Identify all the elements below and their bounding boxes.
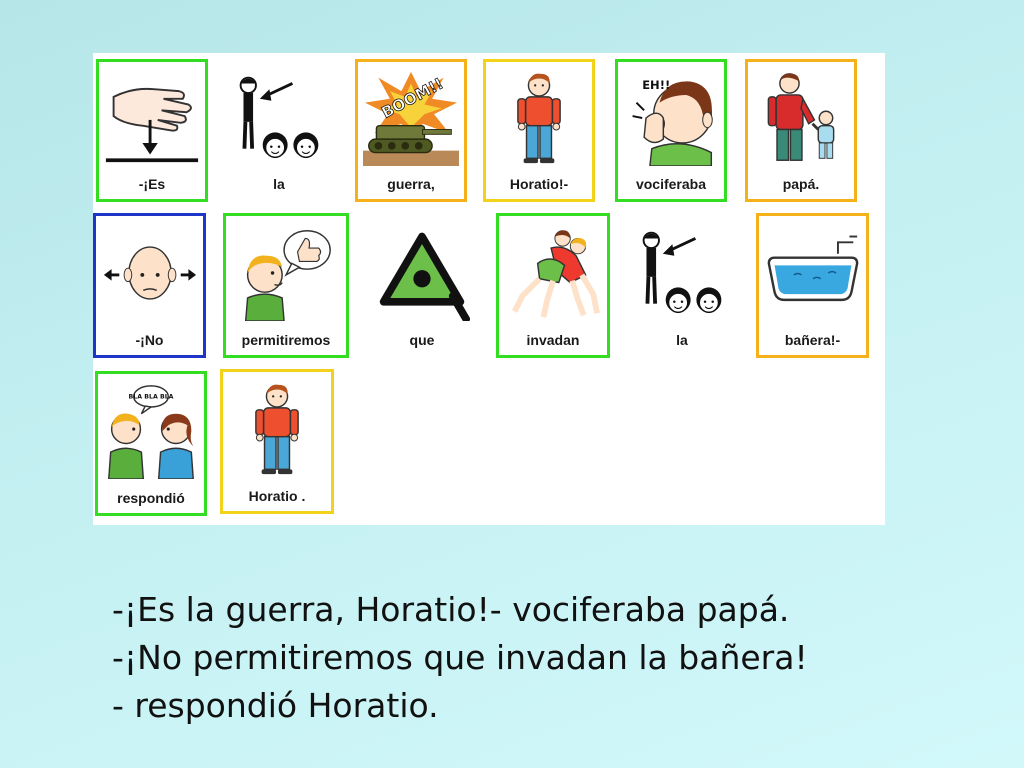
card-horatio-2: [220, 369, 334, 514]
card-la: [223, 59, 335, 202]
card-label: guerra,: [387, 176, 435, 192]
card-horatio: [483, 59, 595, 202]
card-no: [93, 213, 206, 358]
boy-icon: [229, 381, 325, 477]
card-invadan: [496, 213, 610, 358]
card-label: -¡No: [135, 332, 164, 348]
card-label: respondió: [117, 490, 185, 506]
card-label: vociferaba: [635, 176, 707, 192]
card-que: [355, 213, 489, 358]
card-label: papá.: [782, 176, 820, 192]
card-la-2: [623, 213, 741, 358]
article-girls-icon: [231, 70, 327, 166]
card-banera: [756, 213, 869, 358]
card-label: Horatio!-: [509, 176, 569, 192]
card-label: invadan: [526, 332, 580, 348]
wrestlers-icon: [505, 225, 601, 321]
card-label: que: [409, 332, 435, 348]
card-label: -¡Es: [138, 176, 166, 192]
caption-line-1: -¡Es la guerra, Horatio!- vociferaba papá.: [112, 590, 790, 629]
talk-text: BLA BLA BLA: [128, 392, 174, 400]
thumbs-up-speech-icon: [238, 225, 334, 321]
card-label: la: [273, 176, 285, 192]
card-permitiremos: [223, 213, 349, 358]
head-shake-icon: [102, 225, 198, 321]
father-child-icon: [753, 70, 849, 166]
explosion-text: BOOM!!: [378, 74, 447, 122]
card-papa: [745, 59, 857, 202]
card-es: [96, 59, 208, 202]
que-triangle-icon: [374, 225, 470, 321]
boy-icon: [491, 70, 587, 166]
card-label: permitiremos: [241, 332, 331, 348]
article-girls-icon: [634, 225, 730, 321]
pictogram-board: [93, 53, 885, 525]
caption-line-2: -¡No permitiremos que invadan la bañera!: [112, 638, 808, 677]
tank-explosion-icon: [363, 70, 459, 166]
card-guerra: [355, 59, 467, 202]
story-caption: [112, 586, 992, 730]
hand-down-icon: [104, 70, 200, 166]
shouting-man-icon: [623, 70, 719, 166]
talking-people-icon: [103, 383, 199, 479]
card-label: bañera!-: [784, 332, 841, 348]
card-label: Horatio .: [248, 488, 306, 504]
shout-text: EH!!: [642, 77, 671, 92]
card-vociferaba: [615, 59, 727, 202]
caption-line-3: - respondió Horatio.: [112, 686, 439, 725]
card-label: la: [676, 332, 688, 348]
card-respondio: [95, 371, 207, 516]
bathtub-icon: [765, 225, 861, 321]
